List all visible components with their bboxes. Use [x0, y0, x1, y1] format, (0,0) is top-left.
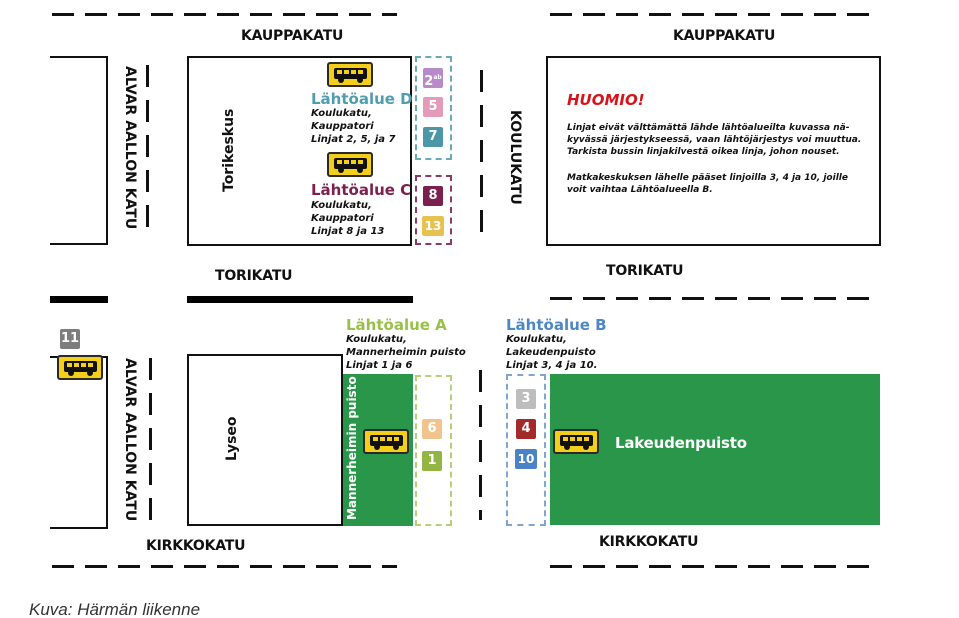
- bus-icon: [333, 67, 369, 84]
- line-badge-3: 3: [516, 389, 536, 409]
- road-marking-koulukatu-bottom: [479, 370, 482, 520]
- zone-c-line2: Kauppatori: [311, 213, 374, 224]
- line-badge-7: 7: [423, 127, 443, 147]
- road-marking-kirkkokatu-left: [52, 565, 397, 568]
- zone-c-line3: Linjat 8 ja 13: [311, 226, 385, 237]
- zone-a-line2: Mannerheimin puisto: [346, 347, 466, 358]
- line-badge-10: 10: [515, 449, 537, 469]
- bus-stop-sign-line-11: [57, 355, 103, 380]
- line-badge-2: $2^{ab}$: [423, 68, 443, 88]
- building-left-top: [50, 56, 108, 245]
- bus-stop-sign-zone-a: [363, 429, 409, 454]
- line-badge-13: 13: [422, 216, 444, 236]
- park-label-lakeudenpuisto: Lakeudenpuisto: [615, 434, 747, 452]
- zone-b-line3: Linjat 3, 4 ja 10.: [506, 360, 598, 371]
- image-caption: Kuva: Härmän liikenne: [29, 600, 201, 618]
- bus-icon: [559, 434, 595, 451]
- street-label-torikatu-left: TORIKATU: [215, 268, 293, 284]
- building-left-bottom: [50, 356, 108, 529]
- line-badge-8: 8: [423, 186, 443, 206]
- bus-stop-sign-zone-b: [553, 429, 599, 454]
- zone-d-line1: Koulukatu,: [311, 108, 372, 119]
- zone-b-line2: Lakeudenpuisto: [506, 347, 596, 358]
- street-label-torikatu-right: TORIKATU: [606, 263, 684, 279]
- zone-a-line1: Koulukatu,: [346, 334, 407, 345]
- zone-a-line3: Linjat 1 ja 6: [346, 360, 413, 371]
- road-marking-alvar-bottom: [149, 358, 152, 528]
- zone-d-line2: Kauppatori: [311, 121, 374, 132]
- street-label-kirkkokatu-right: KIRKKOKATU: [599, 534, 699, 550]
- zone-b-line1: Koulukatu,: [506, 334, 567, 345]
- street-label-koulukatu: KOULUKATU: [507, 110, 523, 205]
- road-edge-torikatu-middle: [187, 296, 413, 303]
- street-label-alvar-aallon-katu-bottom: ALVAR AALLON KATU: [122, 358, 138, 522]
- bus-icon: [333, 157, 369, 174]
- bus-icon: [369, 434, 405, 451]
- line-badge-5: 5: [423, 97, 443, 117]
- zone-c-line1: Koulukatu,: [311, 200, 372, 211]
- park-label-mannerheimin-puisto: Mannerheimin puisto: [345, 376, 359, 520]
- street-label-kirkkokatu-left: KIRKKOKATU: [146, 538, 246, 554]
- road-marking-kirkkokatu-right: [550, 565, 880, 568]
- street-label-alvar-aallon-katu-top: ALVAR AALLON KATU: [122, 66, 138, 230]
- zone-d-line3: Linjat 2, 5, ja 7: [311, 134, 396, 145]
- notice-paragraph1-line2: kyvässä järjestykseessä, vaan lähtöjärjestys voi muuttua.: [567, 135, 862, 145]
- zone-title-d: Lähtöalue D: [311, 90, 413, 108]
- bus-icon: [63, 360, 99, 377]
- road-marking-kauppakatu-right: [550, 13, 880, 16]
- road-marking-kauppakatu-left: [52, 13, 397, 16]
- building-label-torikeskus: Torikeskus: [221, 108, 237, 192]
- notice-paragraph2-line2: voit vaihtaa Lähtöalueella B.: [567, 185, 713, 195]
- notice-paragraph1-line3: Tarkista bussin linjakilvestä oikea linja, johon nouset.: [567, 147, 840, 157]
- building-label-lyseo: Lyseo: [224, 416, 240, 461]
- line-badge-11: 11: [60, 329, 80, 349]
- building-lyseo: [187, 354, 343, 526]
- zone-title-a: Lähtöalue A: [346, 316, 447, 334]
- road-marking-torikatu-right: [550, 297, 880, 300]
- bus-stop-sign-zone-d: [327, 62, 373, 87]
- street-label-kauppakatu-right: KAUPPAKATU: [673, 28, 776, 44]
- bus-stop-sign-zone-c: [327, 152, 373, 177]
- notice-paragraph1-line1: Linjat eivät välttämättä lähde lähtöalueilta kuvassa nä-: [567, 123, 850, 133]
- road-edge-torikatu-left: [50, 296, 108, 303]
- notice-title: HUOMIO!: [567, 91, 645, 109]
- street-label-kauppakatu-left: KAUPPAKATU: [241, 28, 344, 44]
- line-badge-4: 4: [516, 419, 536, 439]
- road-marking-koulukatu-top: [480, 70, 483, 235]
- road-marking-alvar-top: [146, 65, 149, 230]
- line-badge-1: 1: [422, 451, 442, 471]
- zone-title-b: Lähtöalue B: [506, 316, 607, 334]
- notice-paragraph2-line1: Matkakeskuksen lähelle pääset linjoilla 3, 4 ja 10, joille: [567, 173, 848, 183]
- line-badge-6: 6: [422, 419, 442, 439]
- zone-title-c: Lähtöalue C: [311, 181, 412, 199]
